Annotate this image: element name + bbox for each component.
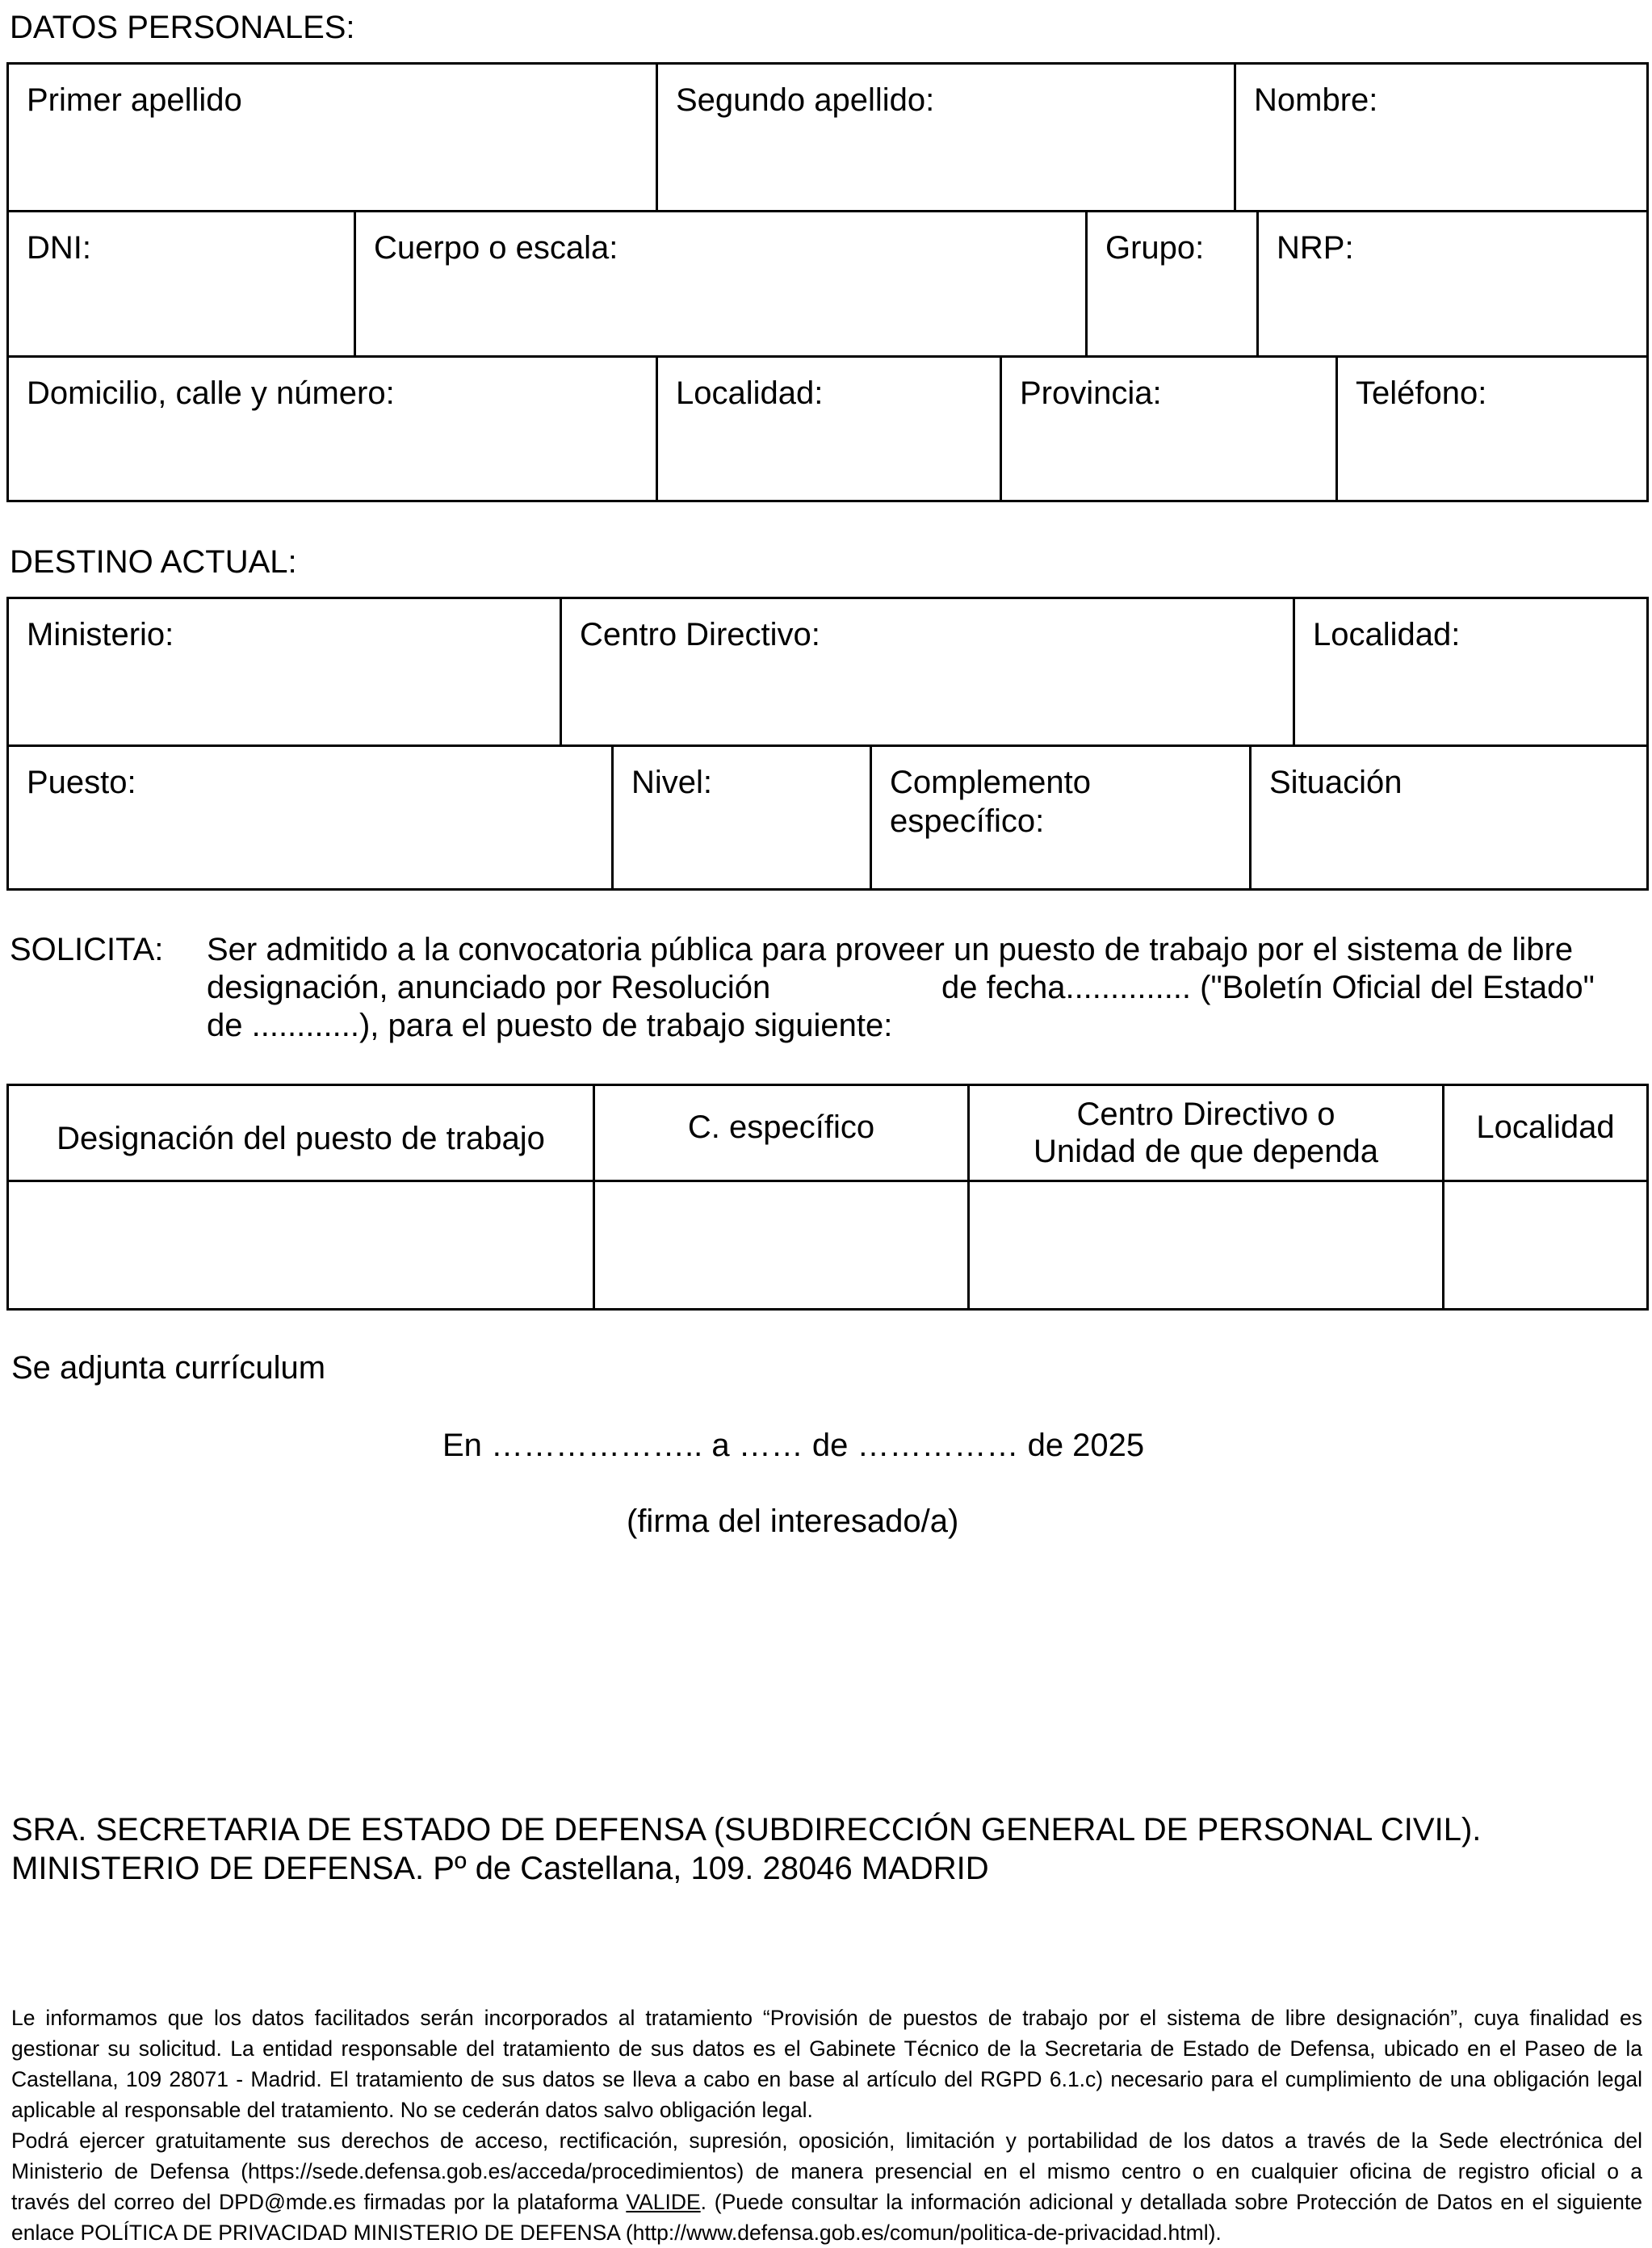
legal-line: Castellana, 109 28071 - Madrid. El tratamiento de sus datos se lleva a cabo en base al artículo del RGPD 6.1.c) necesario para el cumplimiento de una obligación legal	[11, 2067, 1642, 2091]
situacion-field[interactable]	[1249, 747, 1646, 888]
solicita-line-2a: designación, anunciado por Resolución	[207, 970, 771, 1005]
field-label: Grupo:	[1105, 230, 1205, 266]
field-label: Provincia:	[1020, 375, 1162, 411]
destinatario-line-2: MINISTERIO DE DEFENSA. Pº de Castellana, 109. 28046 MADRID	[11, 1851, 989, 1886]
puesto-solicitado-table	[6, 1084, 1649, 1311]
field-label: Domicilio, calle y número:	[27, 375, 395, 411]
destino-actual-table	[6, 597, 1649, 891]
col-designacion-header: Designación del puesto de trabajo	[57, 1121, 545, 1156]
localidad-cell[interactable]	[1442, 1182, 1646, 1308]
col-c-especifico-header: C. específico	[593, 1086, 967, 1180]
solicita-line-1: Ser admitido a la convocatoria pública para proveer un puesto de trabajo por el sistema de libre	[207, 932, 1574, 967]
legal-line: Ministerio de Defensa (https://sede.defensa.gob.es/acceda/procedimientos) de manera presencial en el mismo centro o en cualquier oficina de registro oficial o a	[11, 2159, 1642, 2183]
cuerpo-escala-field[interactable]	[354, 212, 1085, 358]
telefono-field[interactable]	[1335, 358, 1646, 500]
legal-text: . (Puede consultar la información adicional y detallada sobre Protección de Datos en el siguiente	[700, 2190, 1642, 2214]
destino-actual-heading: DESTINO ACTUAL:	[10, 544, 297, 580]
primer-apellido-field[interactable]	[9, 65, 656, 210]
field-label: Situación	[1269, 765, 1403, 800]
firma-label: (firma del interesado/a)	[627, 1504, 959, 1539]
field-label: Ministerio:	[27, 617, 174, 652]
complemento-especifico-field[interactable]	[870, 747, 1249, 888]
solicita-line-3: de ............), para el puesto de trabajo siguiente:	[207, 1008, 893, 1043]
table-row	[9, 599, 1646, 744]
table-row	[9, 210, 1646, 358]
header-line: Unidad de que dependa	[1033, 1134, 1379, 1169]
nivel-field[interactable]	[611, 747, 870, 888]
solicita-line-2b: de fecha.............. ("Boletín Oficial del Estado"	[941, 970, 1595, 1005]
proteccion-datos-notice	[11, 2003, 1642, 2248]
c-especifico-cell[interactable]	[593, 1182, 967, 1308]
destinatario-line-1: SRA. SECRETARIA DE ESTADO DE DEFENSA (SUBDIRECCIÓN GENERAL DE PERSONAL CIVIL).	[11, 1812, 1482, 1847]
field-label: Cuerpo o escala:	[374, 230, 618, 266]
ministerio-field[interactable]	[9, 599, 560, 744]
legal-line: enlace POLÍTICA DE PRIVACIDAD MINISTERIO DE DEFENSA (http://www.defensa.gob.es/comun/politica-de-privacidad.html).	[11, 2221, 1222, 2245]
field-label: DNI:	[27, 230, 91, 266]
field-label: Localidad:	[676, 375, 824, 411]
table-row	[9, 65, 1646, 210]
table-row	[9, 1180, 1646, 1308]
field-label: Teléfono:	[1356, 375, 1487, 411]
field-label: Puesto:	[27, 765, 136, 800]
domicilio-field[interactable]	[9, 358, 656, 500]
legal-line: Le informamos que los datos facilitados serán incorporados al tratamiento “Provisión de puestos de trabajo por el sistema de libre designación”, cuya finalidad es	[11, 2006, 1642, 2030]
field-label: Nivel:	[631, 765, 713, 800]
centro-directivo-field[interactable]	[560, 599, 1293, 744]
field-label: NRP:	[1277, 230, 1354, 266]
header-line: Centro Directivo o	[1076, 1097, 1335, 1132]
localidad-destino-field[interactable]	[1293, 599, 1646, 744]
legal-text: través del correo del DPD@mde.es firmadas por la plataforma	[11, 2190, 618, 2214]
designacion-cell[interactable]	[9, 1182, 593, 1308]
localidad-field[interactable]	[656, 358, 1000, 500]
field-label: Localidad:	[1313, 617, 1461, 652]
table-header-row	[9, 1086, 1646, 1180]
table-row	[9, 744, 1646, 888]
field-label: Segundo apellido:	[676, 82, 935, 118]
field-label: Centro Directivo:	[580, 617, 820, 652]
dni-field[interactable]	[9, 212, 354, 358]
nrp-field[interactable]	[1256, 212, 1646, 358]
col-localidad-header: Localidad	[1442, 1086, 1646, 1180]
field-label: Complemento	[890, 765, 1092, 800]
puesto-field[interactable]	[9, 747, 611, 888]
grupo-field[interactable]	[1085, 212, 1256, 358]
valide-link[interactable]: VALIDE	[626, 2190, 701, 2214]
field-label: específico:	[890, 803, 1045, 839]
col-centro-directivo-header	[967, 1086, 1442, 1180]
adjunta-curriculum: Se adjunta currículum	[11, 1350, 326, 1386]
field-label: Primer apellido	[27, 82, 242, 118]
centro-directivo-cell[interactable]	[967, 1182, 1442, 1308]
datos-personales-heading: DATOS PERSONALES:	[10, 10, 355, 45]
table-row	[9, 355, 1646, 500]
legal-line: aplicable al responsable del tratamiento. No se cederán datos salvo obligación legal.	[11, 2098, 813, 2122]
nombre-field[interactable]	[1234, 65, 1646, 210]
legal-line: Podrá ejercer gratuitamente sus derechos de acceso, rectificación, supresión, oposición, limitación y portabilidad de los datos a través de la Sede electrónica del	[11, 2128, 1642, 2153]
datos-personales-table	[6, 62, 1649, 502]
segundo-apellido-field[interactable]	[656, 65, 1234, 210]
provincia-field[interactable]	[1000, 358, 1335, 500]
solicita-label: SOLICITA:	[10, 932, 164, 967]
legal-line: gestionar su solicitud. La entidad responsable del tratamiento de sus datos es el Gabinete Técnico de la Secretaria de Estado de Defensa, ubicado en el Paseo de la	[11, 2036, 1642, 2061]
fecha-line: En ……………….. a …… de …………… de 2025	[442, 1428, 1145, 1463]
field-label: Nombre:	[1254, 82, 1378, 118]
legal-line	[11, 2187, 1642, 2217]
